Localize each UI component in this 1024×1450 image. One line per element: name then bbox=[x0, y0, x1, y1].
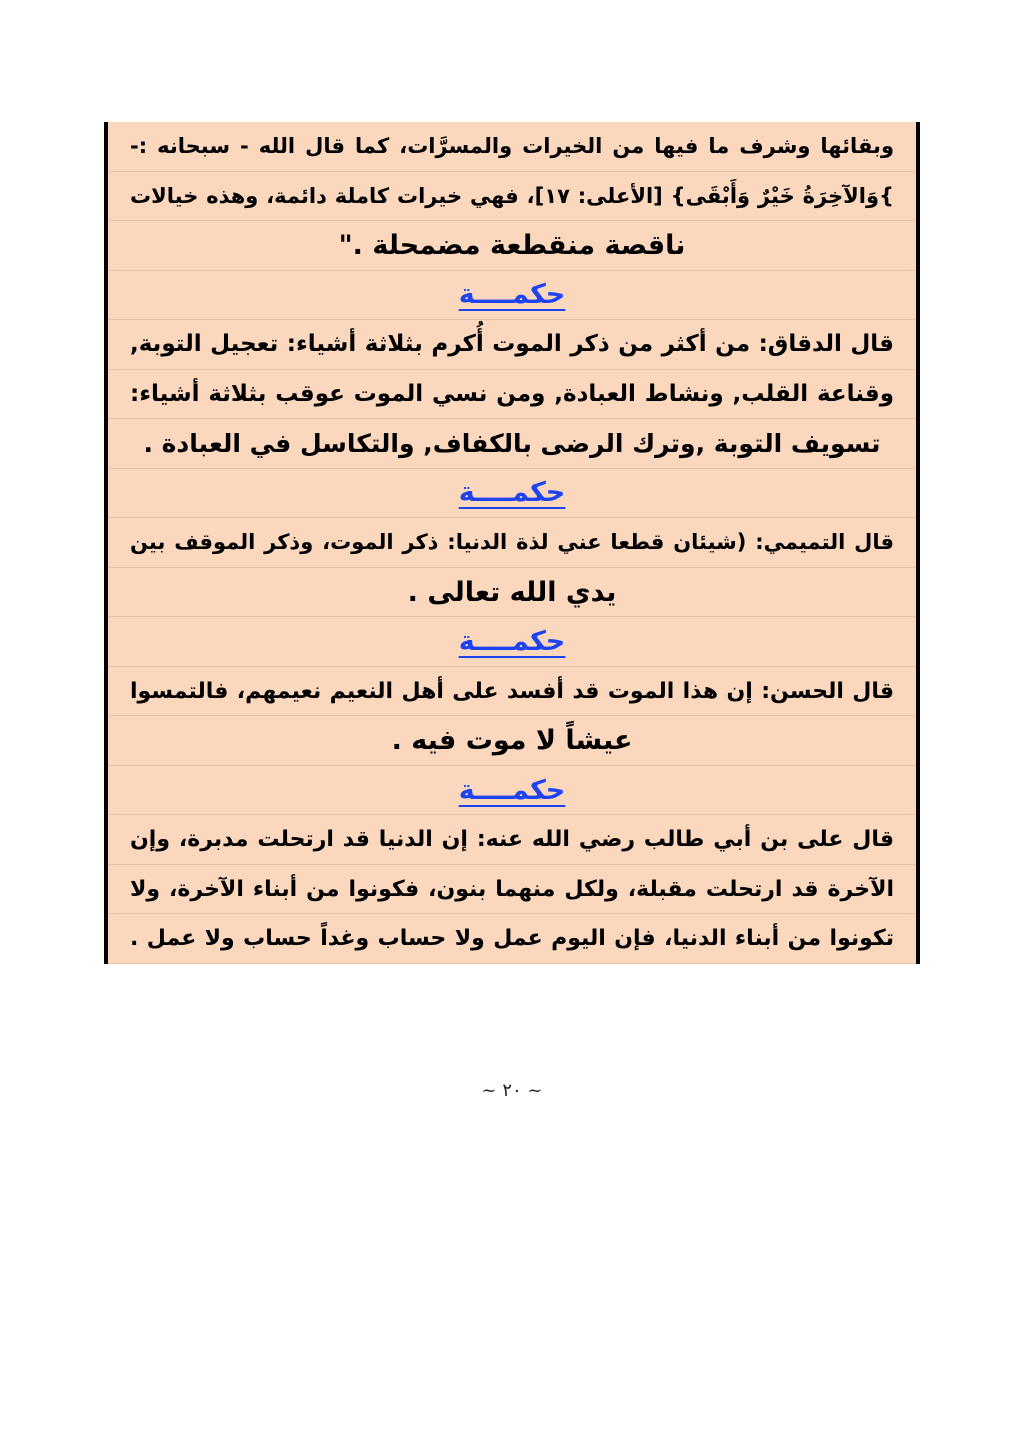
text-line-3 bbox=[108, 221, 916, 271]
text-line-2 bbox=[108, 172, 916, 222]
text-line-13 bbox=[108, 716, 916, 766]
line-text: عيشاً لا موت فيه . bbox=[391, 725, 633, 757]
text-line-12 bbox=[108, 667, 916, 717]
text-line-15 bbox=[108, 815, 916, 865]
text-block bbox=[104, 122, 920, 964]
line-text: ناقصة منقطعة مضمحلة ." bbox=[338, 229, 686, 261]
text-line-5 bbox=[108, 320, 916, 370]
text-line-1 bbox=[108, 122, 916, 172]
line-text: يدي الله تعالى . bbox=[407, 576, 617, 608]
text-line-17 bbox=[108, 914, 916, 964]
heading-link[interactable]: حكمــــة bbox=[458, 279, 566, 311]
section-heading[interactable] bbox=[108, 766, 916, 816]
line-text: قال التميمي: (شيئان قطعا عني لذة الدنيا: ذكر الموت، وذكر الموقف بين bbox=[130, 530, 894, 555]
section-heading[interactable] bbox=[108, 271, 916, 321]
line-text: تكونوا من أبناء الدنيا، فإن اليوم عمل ولا حساب وغداً حساب ولا عمل . bbox=[130, 926, 894, 952]
text-line-10 bbox=[108, 568, 916, 618]
heading-link[interactable]: حكمــــة bbox=[458, 477, 566, 509]
text-line-9 bbox=[108, 518, 916, 568]
text-line-7 bbox=[108, 419, 916, 469]
line-text: وقناعة القلب, ونشاط العبادة, ومن نسي الموت عوقب بثلاثة أشياء: bbox=[130, 380, 894, 407]
line-text: قال الدقاق: من أكثر من ذكر الموت أُكرم بثلاثة أشياء: تعجيل التوبة, bbox=[130, 331, 894, 358]
line-text: }وَالآخِرَةُ خَيْرٌ وَأَبْقَى} [الأعلى: ١٧]، فهي خيرات كاملة دائمة، وهذه خيالات bbox=[130, 183, 895, 208]
line-text: وبقائها وشرف ما فيها من الخيرات والمسرَّات، كما قال الله - سبحانه :- bbox=[130, 134, 894, 159]
section-heading[interactable] bbox=[108, 469, 916, 519]
heading-link[interactable]: حكمــــة bbox=[458, 774, 566, 806]
line-text: الآخرة قد ارتحلت مقبلة، ولكل منهما بنون، فكونوا من أبناء الآخرة، ولا bbox=[130, 876, 894, 902]
line-text: تسويف التوبة ,وترك الرضى بالكفاف, والتكاسل في العبادة . bbox=[143, 428, 881, 458]
heading-link[interactable]: حكمــــة bbox=[458, 626, 566, 658]
text-line-16 bbox=[108, 865, 916, 915]
line-text: قال على بن أبي طالب رضي الله عنه: إن الدنيا قد ارتحلت مدبرة، وإن bbox=[130, 827, 894, 853]
section-heading[interactable] bbox=[108, 617, 916, 667]
text-line-6 bbox=[108, 370, 916, 420]
line-text: قال الحسن: إن هذا الموت قد أفسد على أهل النعيم نعيمهم، فالتمسوا bbox=[130, 678, 894, 704]
page-number: ~ ٢٠ ~ bbox=[481, 1080, 543, 1101]
